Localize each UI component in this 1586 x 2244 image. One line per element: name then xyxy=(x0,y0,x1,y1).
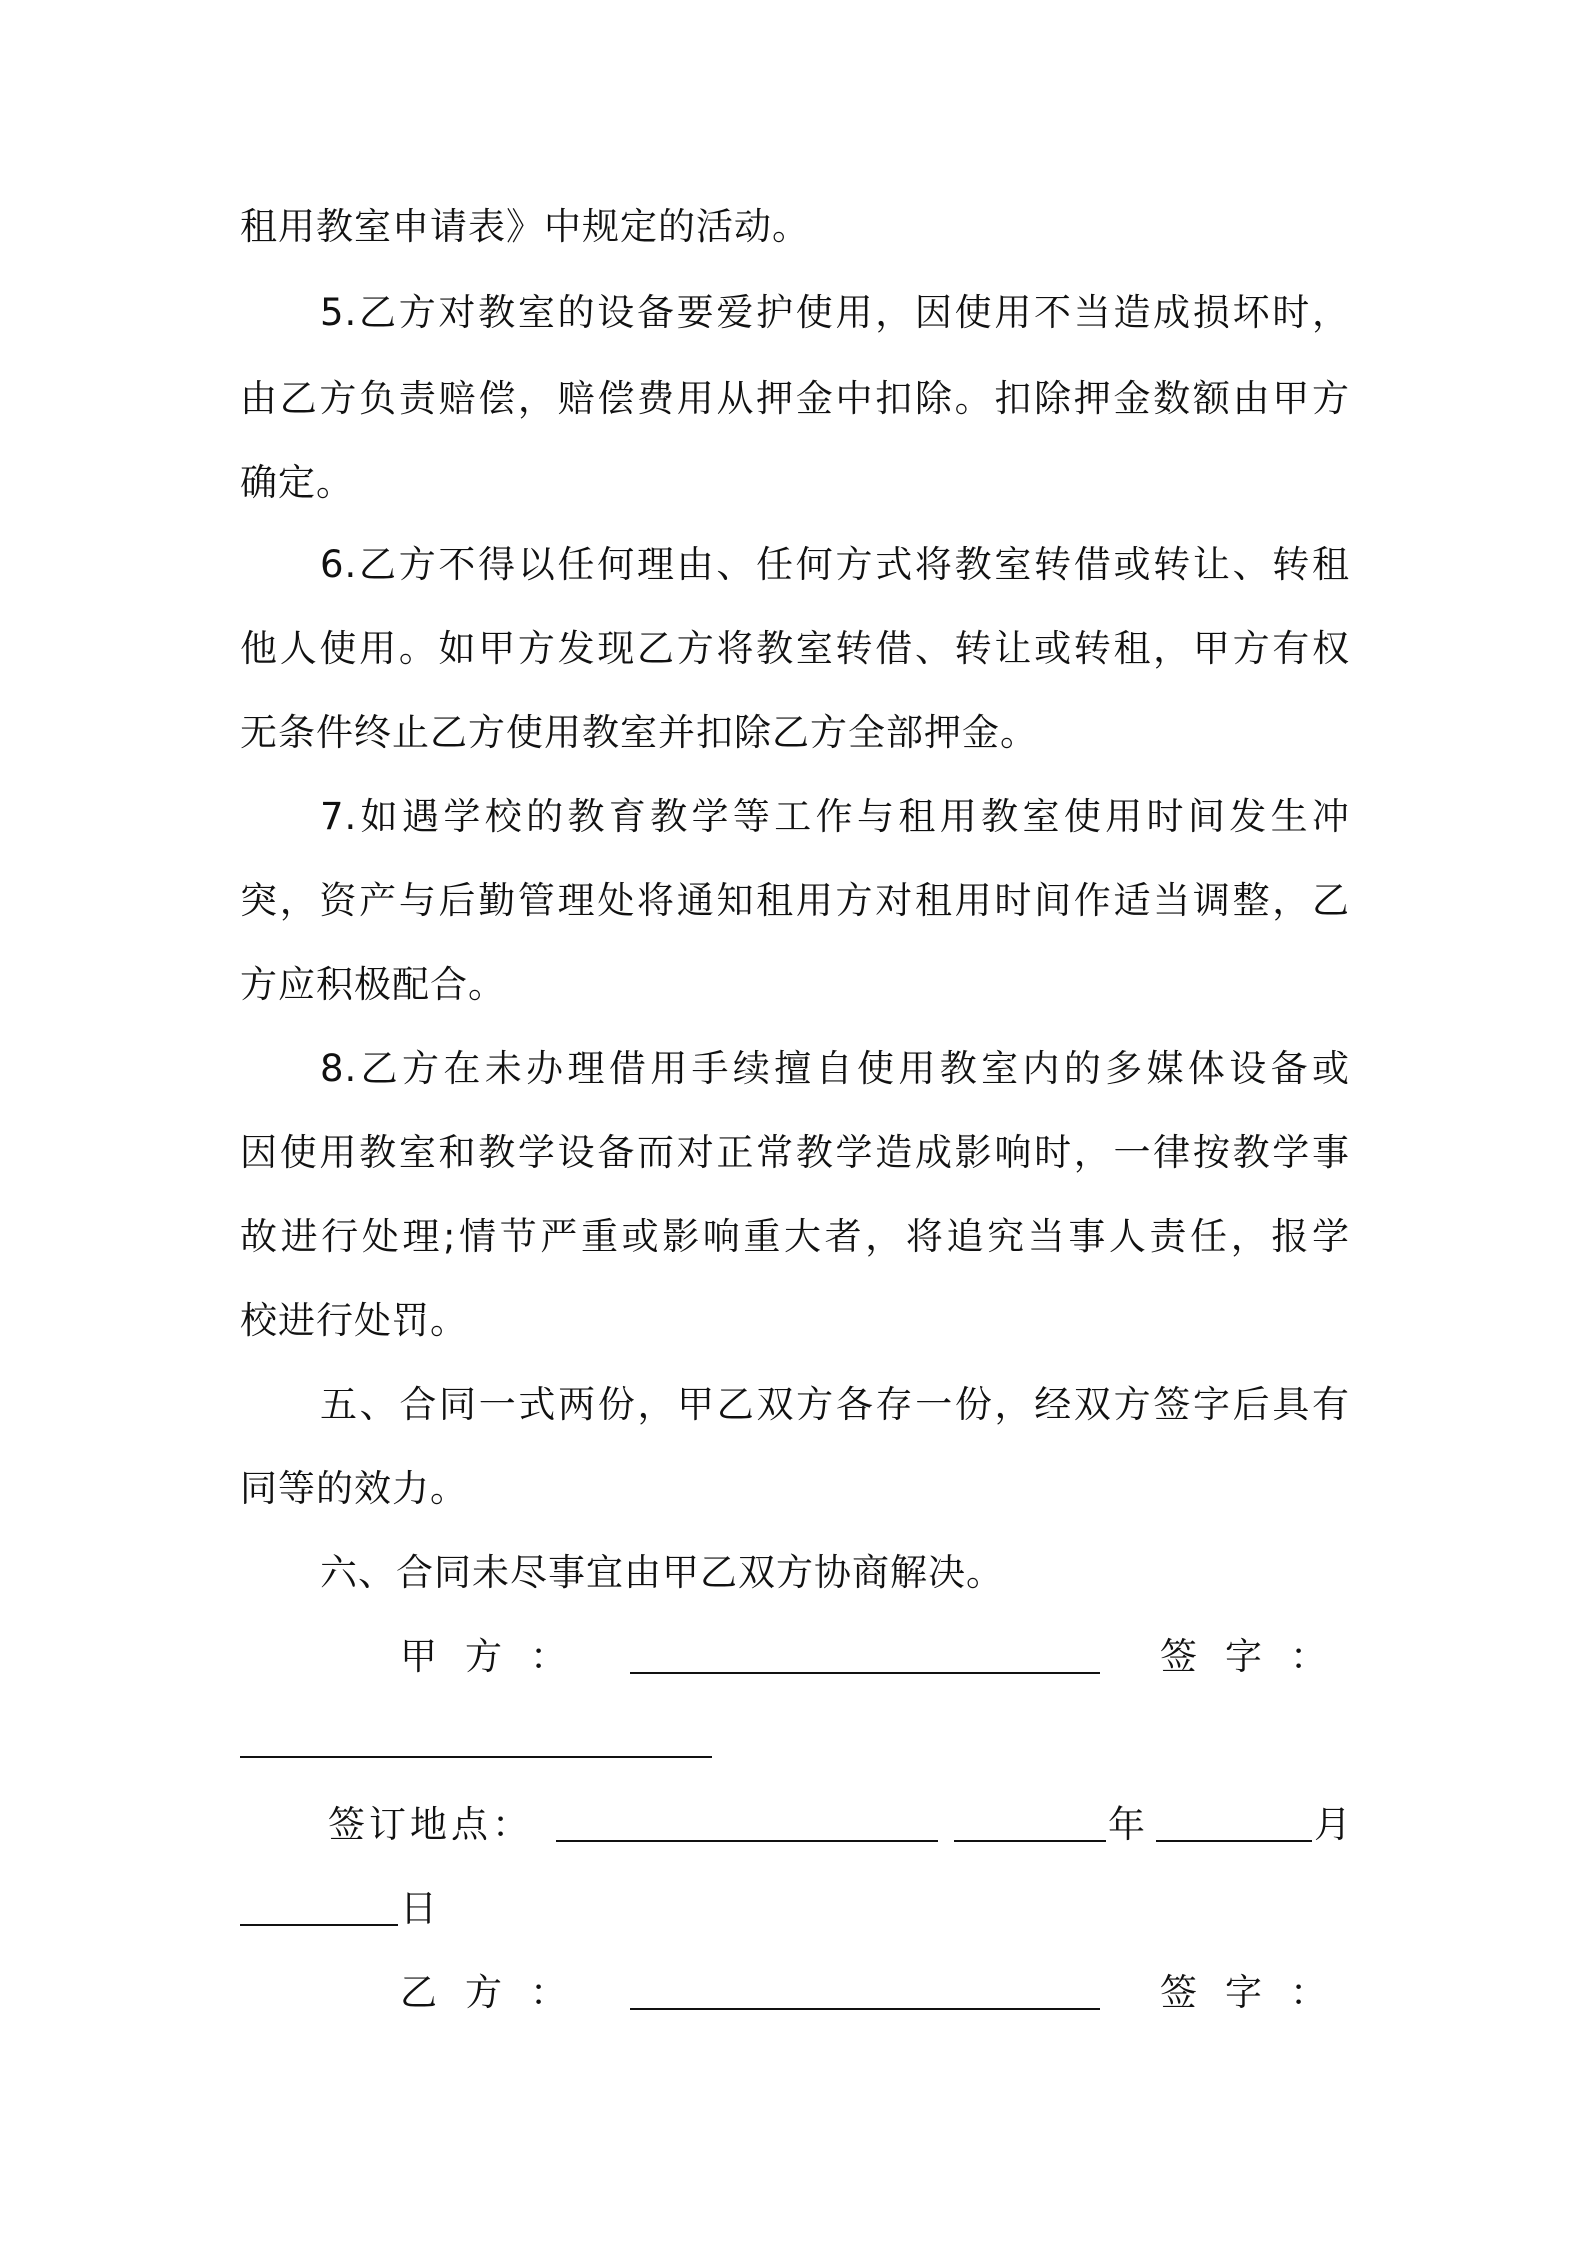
day-field[interactable] xyxy=(240,1884,398,1939)
paragraph-line: 因使用教室和教学设备而对正常教学造成影响时，一律按教学事 xyxy=(240,1131,1350,1174)
party-a-sign-label: 签字： xyxy=(1160,1635,1355,1678)
month-label: 月 xyxy=(1314,1803,1351,1846)
day-label: 日 xyxy=(400,1887,437,1930)
paragraph-line: 确定。 xyxy=(240,461,354,504)
party-a-row xyxy=(240,1632,1355,1682)
paragraph-line: 故进行处理;情节严重或影响重大者，将追究当事人责任，报学 xyxy=(240,1215,1350,1258)
paragraph-line: 5.乙方对教室的设备要爱护使用，因使用不当造成损坏时， xyxy=(320,291,1350,334)
paragraph-line: 由乙方负责赔偿，赔偿费用从押金中扣除。扣除押金数额由甲方 xyxy=(240,377,1350,420)
paragraph-line: 8.乙方在未办理借用手续擅自使用教室内的多媒体设备或 xyxy=(320,1047,1350,1090)
paragraph-line: 7.如遇学校的教育教学等工作与租用教室使用时间发生冲 xyxy=(320,795,1350,838)
paragraph-line: 租用教室申请表》中规定的活动。 xyxy=(240,205,810,248)
party-b-label: 乙方： xyxy=(400,1971,595,2014)
party-a-name-field[interactable] xyxy=(630,1632,1100,1687)
party-b-row xyxy=(240,1968,1355,2018)
sign-place-label: 签订地点： xyxy=(328,1803,533,1846)
paragraph-line: 校进行处罚。 xyxy=(240,1299,468,1342)
paragraph-line: 突，资产与后勤管理处将通知租用方对租用时间作适当调整，乙 xyxy=(240,879,1350,922)
sign-place-row xyxy=(240,1800,1350,1850)
paragraph-line: 他人使用。如甲方发现乙方将教室转借、转让或转租，甲方有权 xyxy=(240,627,1350,670)
paragraph-line: 六、合同未尽事宜由甲乙双方协商解决。 xyxy=(320,1551,1004,1594)
day-row xyxy=(240,1884,1350,1934)
month-field[interactable] xyxy=(1156,1800,1312,1855)
paragraph-line: 方应积极配合。 xyxy=(240,963,506,1006)
party-a-label: 甲方： xyxy=(400,1635,595,1678)
party-a-sign-field[interactable] xyxy=(240,1716,712,1771)
party-a-sign-row xyxy=(240,1716,1350,1766)
year-field[interactable] xyxy=(954,1800,1106,1855)
paragraph-line: 无条件终止乙方使用教室并扣除乙方全部押金。 xyxy=(240,711,1038,754)
paragraph-line: 6.乙方不得以任何理由、任何方式将教室转借或转让、转租 xyxy=(320,543,1350,586)
paragraph-line: 同等的效力。 xyxy=(240,1467,468,1510)
paragraph-line: 五、合同一式两份，甲乙双方各存一份，经双方签字后具有 xyxy=(320,1383,1350,1426)
sign-place-field[interactable] xyxy=(556,1800,938,1855)
year-label: 年 xyxy=(1108,1803,1145,1846)
party-b-sign-label: 签字： xyxy=(1160,1971,1355,2014)
party-b-name-field[interactable] xyxy=(630,1968,1100,2023)
